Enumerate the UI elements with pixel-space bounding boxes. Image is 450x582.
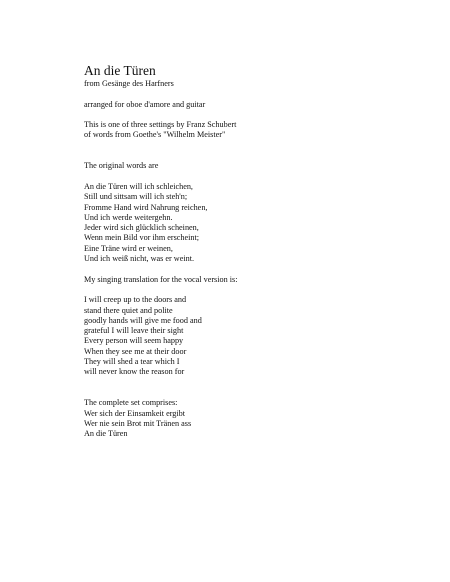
translation-line: goodly hands will give me food and [84,315,202,325]
verse-line: Eine Träne wird er weinen, [84,243,173,253]
document-subtitle: from Gesänge des Harfners [84,79,174,88]
translation-line: stand there quiet and polite [84,305,173,315]
intro-paragraph [84,120,424,141]
spacer [84,264,424,274]
translation-line: They will shed a tear which I [84,357,180,367]
verse-line: Wenn mein Bild vor ihm erscheint; [84,233,200,243]
verse-line: Und ich weiß nicht, was er weint. [84,254,195,264]
translation-line: When they see me at their door [84,346,187,356]
set-item: An die Türen [84,429,128,439]
document-page [84,63,424,439]
verse-line: An die Türen will ich schleichen, [84,181,193,191]
spacer [84,141,424,162]
spacer [84,172,424,182]
verse-line: Fromme Hand wird Nahrung reichen, [84,202,208,212]
spacer [84,110,424,120]
set-heading: The complete set comprises: [84,398,178,408]
intro-line: of words from Goethe's "Wilhelm Meister" [84,130,226,140]
set-item: Wer sich der Einsamkeit ergibt [84,408,186,418]
arrangement-note: arranged for oboe d'amore and guitar [84,99,206,109]
translation-words [84,295,424,377]
spacer [84,378,424,399]
original-heading: The original words are [84,161,159,171]
translation-heading: My singing translation for the vocal version is: [84,274,238,284]
document-title: An die Türen [84,63,156,78]
verse-line: Und ich werde weitergehn. [84,212,173,222]
translation-line: I will creep up to the doors and [84,295,187,305]
verse-line: Still und sittsam will ich steh'n; [84,192,188,202]
set-item: Wer nie sein Brot mit Tränen ass [84,418,192,428]
intro-line: This is one of three settings by Franz Schubert [84,120,237,130]
translation-line: will never know the reason for [84,367,185,377]
verse-line: Jeder wird sich glücklich scheinen, [84,223,199,233]
translation-line: Every person will seem happy [84,336,184,346]
spacer [84,285,424,295]
spacer [84,89,424,99]
set-list [84,409,424,440]
original-words [84,182,424,264]
translation-line: grateful I will leave their sight [84,326,184,336]
